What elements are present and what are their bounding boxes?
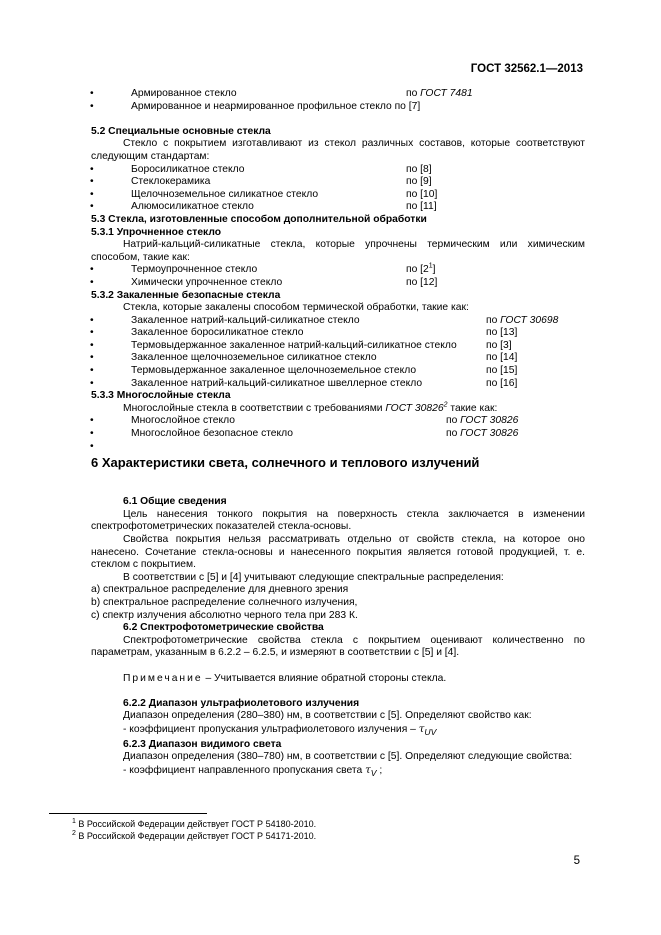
ref-standard: ГОСТ 30826: [460, 415, 519, 427]
section-5-3-3-intro: [91, 403, 585, 416]
item-ref: по [10]: [406, 188, 438, 200]
ref-text: по [2: [406, 264, 429, 276]
doc-number-header: ГОСТ 32562.1—2013: [470, 63, 583, 75]
ref-prefix: по: [406, 88, 421, 99]
section-5-3-1-intro: Натрий-кальций-силикатные стекла, которые упрочнены термическим или химическим способом, такие как:: [91, 239, 585, 263]
item-text: Армированное и неармированное профильное стекло по [7]: [131, 100, 421, 112]
section-6-title: 6 Характеристики света, солнечного и теплового излучений: [91, 455, 480, 471]
section-5-3-2-title: 5.3.2 Закаленные безопасные стекла: [91, 289, 281, 301]
item-text: Алюмосиликатное стекло: [131, 201, 254, 213]
section-5-2-intro: Стекло с покрытием изготавливают из стекол различных составов, которые соответствуют следующим стандартам:: [91, 138, 585, 162]
ref-standard: ГОСТ 30826: [460, 428, 519, 440]
section-6-2-2-p1: Диапазон определения (280–380) нм, в соответствии с [5]. Определяют свойство как:: [123, 710, 532, 722]
intro-ref: ГОСТ 30826: [385, 402, 444, 414]
section-5-3-title: 5.3 Стекла, изготовленные способом дополнительной обработки: [91, 213, 427, 225]
item-text: Химически упрочненное стекло: [131, 276, 283, 288]
bullet-icon: •: [90, 264, 94, 276]
list-item: [91, 277, 585, 290]
item-text: Армированное стекло: [131, 88, 237, 99]
item-ref: [446, 428, 518, 441]
item-text: Боросиликатное стекло: [131, 163, 245, 175]
item-ref: [446, 415, 518, 428]
section-6-2-2-p2: [91, 723, 585, 739]
section-6-1-c: c) спектр излучения абсолютно черного тела при 283 К.: [91, 609, 358, 621]
item-text: Закаленное боросиликатное стекло: [131, 327, 304, 339]
item-ref: по [12]: [406, 276, 438, 288]
property-tail: ;: [376, 764, 383, 776]
ref-prefix: по: [486, 314, 501, 326]
section-5-3-2-intro: Стекла, которые закалены способом термической обработки, такие как:: [123, 302, 469, 314]
bullet-icon: •: [90, 440, 94, 452]
item-text: Щелочноземельное силикатное стекло: [131, 188, 319, 200]
bullet-list-5-3-3: [91, 415, 585, 453]
item-text: Термоупрочненное стекло: [131, 264, 258, 276]
list-item: [91, 189, 585, 202]
section-6-2-2-title: 6.2.2 Диапазон ультрафиолетового излучения: [123, 697, 360, 709]
page-number: 5: [573, 855, 580, 867]
item-ref: по [15]: [486, 365, 518, 377]
tau-symbol: τ: [418, 722, 425, 735]
item-ref: [486, 315, 558, 328]
ref-prefix: по: [446, 415, 461, 427]
bullet-icon: •: [90, 188, 94, 200]
list-item: [91, 340, 585, 353]
note-label: Примечание: [123, 672, 203, 684]
intro-tail: такие как:: [447, 402, 498, 414]
item-text: Стеклокерамика: [131, 176, 211, 188]
section-6-1-b: b) спектральное распределение солнечного излучения,: [91, 596, 358, 608]
item-ref: по [11]: [406, 201, 437, 213]
tau-subscript: V: [370, 767, 377, 778]
bullet-icon: •: [90, 365, 94, 377]
section-6-1-p3: В соответствии с [5] и [4] учитывают следующие спектральные распределения:: [123, 571, 504, 583]
footnote-text: В Российской Федерации действует ГОСТ Р 54180-2010.: [75, 819, 317, 829]
section-6-1-a: a) спектральное распределение для дневного зрения: [91, 584, 349, 596]
item-text: Закаленное натрий-кальций-силикатное стекло: [131, 314, 360, 326]
note-text: – Учитывается влияние обратной стороны стекла.: [202, 672, 447, 684]
section-6-2-title: 6.2 Спектрофотометрические свойства: [123, 622, 324, 634]
item-text: Закаленное щелочноземельное силикатное стекло: [131, 352, 377, 364]
list-item: [91, 327, 585, 340]
list-item: [91, 352, 585, 365]
footnote-1: [72, 818, 316, 830]
footnote-number: 1: [72, 818, 76, 825]
item-ref: [406, 88, 473, 101]
item-text: Термовыдержанное закаленное натрий-кальций-силикатное стекло: [131, 339, 457, 351]
bullet-icon: •: [90, 201, 94, 213]
bullet-list-5-3-1: [91, 264, 585, 289]
footnote-number: 2: [72, 830, 76, 837]
ref-end: ]: [432, 264, 436, 276]
ref-standard: ГОСТ 30698: [500, 314, 559, 326]
bullet-icon: •: [90, 176, 94, 188]
footnote-separator: [49, 813, 207, 814]
list-item: [91, 164, 585, 177]
list-item: [91, 101, 585, 114]
tau-subscript: UV: [424, 726, 437, 737]
tau-symbol: τ: [365, 763, 371, 776]
footnote-mark: 2: [443, 401, 448, 409]
section-6-2-3-p2: [91, 764, 585, 780]
item-ref: по [8]: [406, 163, 432, 175]
list-item: [91, 378, 585, 391]
bullet-list-top: [91, 88, 585, 113]
item-text: Многослойное стекло: [131, 415, 235, 427]
item-ref: по [9]: [406, 176, 432, 188]
section-6-2-note: [91, 673, 585, 686]
page-content: [91, 88, 585, 779]
list-item: [91, 201, 585, 214]
item-ref: [406, 264, 436, 277]
item-ref: по [16]: [486, 377, 518, 389]
section-6-2-p1: Спектрофотометрические свойства стекла с покрытием оценивают количественно по параметрам, указанным в 6.2.2 – 6.2.5, и измеряют в соответствии с [5] и [4].: [91, 634, 585, 659]
item-ref: по [14]: [486, 352, 518, 364]
item-text: Термовыдержанное закаленное щелочноземельное стекло: [131, 365, 417, 377]
item-ref: по [13]: [486, 327, 518, 339]
list-item: [91, 88, 585, 101]
list-item: [91, 264, 585, 277]
ref-text: [406, 88, 473, 99]
bullet-icon: •: [90, 276, 94, 288]
item-text: Многослойное безопасное стекло: [131, 428, 294, 440]
section-6-2-3-p1: Диапазон определения (380–780) нм, в соответствии с [5]. Определяют следующие свойства:: [123, 751, 573, 763]
bullet-icon: •: [90, 415, 94, 427]
section-6-1-title: 6.1 Общие сведения: [123, 496, 227, 508]
list-item: [91, 315, 585, 328]
list-item: [91, 428, 585, 441]
bullet-icon: •: [90, 314, 94, 326]
bullet-icon: •: [90, 327, 94, 339]
footnote-text: В Российской Федерации действует ГОСТ Р 54171-2010.: [75, 831, 317, 841]
ref-prefix: по: [446, 428, 461, 440]
property-text: - коэффициент направленного пропускания света: [123, 764, 366, 776]
item-ref: по [3]: [486, 339, 512, 351]
bullet-icon: •: [90, 352, 94, 364]
list-item: [91, 176, 585, 189]
section-6-1-p1: Цель нанесения тонкого покрытия на поверхность стекла заключается в изменении спектрофотометрических показателей стекла-основы.: [91, 508, 585, 533]
list-item: [91, 441, 585, 454]
bullet-icon: •: [90, 88, 94, 99]
section-6-1-p2: Свойства покрытия нельзя рассматривать отдельно от свойств стекла, на которое оно нанесено. Сочетание стекла-основы и нанесенного покрытия является готовой продукцией, т. е. стеклом с покрытием.: [91, 534, 585, 571]
footnote-mark: 1: [428, 262, 433, 270]
ref-standard: ГОСТ 7481: [420, 88, 473, 99]
list-item: [91, 365, 585, 378]
bullet-icon: •: [90, 339, 94, 351]
footnotes: [72, 818, 316, 842]
section-6-2-3-title: 6.2.3 Диапазон видимого света: [123, 738, 282, 750]
section-5-3-3-title: 5.3.3 Многослойные стекла: [91, 390, 231, 402]
bullet-list-5-3-2: [91, 315, 585, 391]
item-text: Закаленное натрий-кальций-силикатное швеллерное стекло: [131, 377, 423, 389]
bullet-icon: •: [90, 428, 94, 440]
property-text: - коэффициент пропускания ультрафиолетового излучения –: [123, 723, 419, 735]
intro-text: Многослойные стекла в соответствии с требованиями: [123, 402, 386, 414]
section-5-3-1-title: 5.3.1 Упрочненное стекло: [91, 226, 222, 238]
bullet-icon: •: [90, 100, 94, 112]
list-item: [91, 415, 585, 428]
footnote-2: [72, 830, 316, 842]
bullet-list-5-2: [91, 164, 585, 214]
bullet-icon: •: [90, 163, 94, 175]
bullet-icon: •: [90, 377, 94, 389]
section-5-2-title: 5.2 Специальные основные стекла: [91, 125, 271, 137]
